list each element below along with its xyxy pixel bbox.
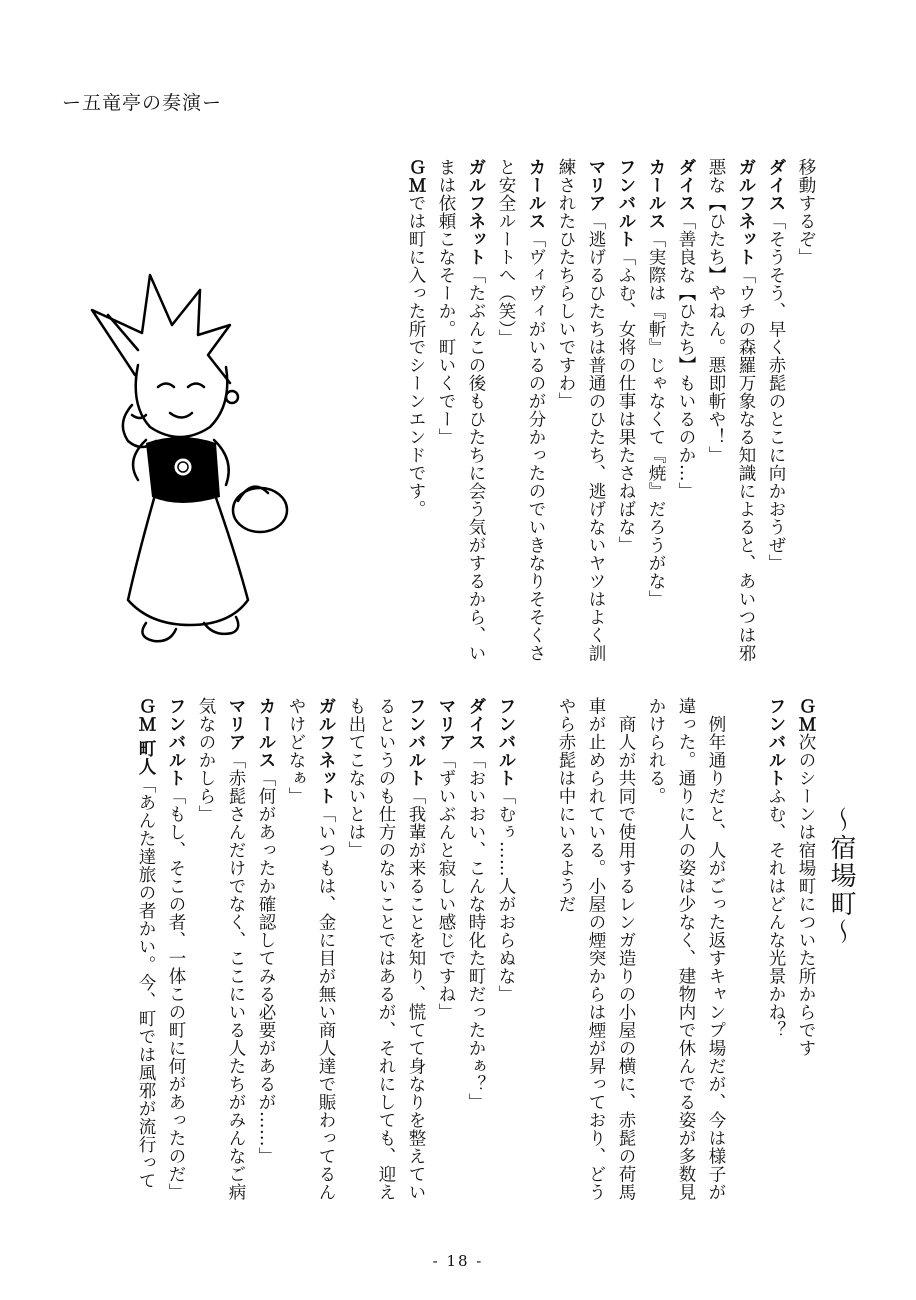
line-text: も出てこないとは」 xyxy=(346,697,366,859)
speaker-name: マリア xyxy=(436,697,456,751)
text-line xyxy=(311,697,341,1217)
line-text: やけどなぁ」 xyxy=(286,697,306,805)
line-text: 「何があったか確認してみる必要があるが……」 xyxy=(256,769,276,1165)
line-text: 「もし、そこの者、一体この町に何があったのだ」 xyxy=(166,787,186,1201)
top-dialogue-block xyxy=(406,158,821,663)
line-text: 「逃げるひたちは普通のひたち、逃げないヤツはよく訓 xyxy=(586,212,606,662)
text-line xyxy=(401,158,431,663)
text-line xyxy=(761,158,791,663)
line-text: 気なのかしら」 xyxy=(196,697,216,823)
text-line xyxy=(221,697,251,1217)
chapter-title: ー五竜亭の奏演ー xyxy=(62,92,223,114)
line-text xyxy=(736,697,756,715)
text-line xyxy=(641,158,671,663)
speaker-name: カールス xyxy=(646,158,666,230)
line-text: やら赤髭は中にいるようだ xyxy=(556,697,576,913)
bottom-dialogue-block xyxy=(76,697,821,1217)
speaker-name: ガルフネット xyxy=(466,158,486,266)
line-text: 「ずいぶんと寂しい感じですね」 xyxy=(436,751,456,1021)
character-illustration xyxy=(80,255,300,650)
text-line xyxy=(521,158,551,663)
text-line xyxy=(551,697,581,1217)
line-text: かけられる。 xyxy=(646,697,666,805)
text-line xyxy=(671,158,701,663)
speaker-name: ダイス xyxy=(676,158,696,212)
line-text: 練されたひたちらしいですわ」 xyxy=(556,158,576,410)
text-line xyxy=(611,697,641,1217)
line-text: ふむ、それはどんな光景かね？ xyxy=(766,787,786,1039)
line-text: 移動するぞ」 xyxy=(796,158,816,266)
text-line xyxy=(701,158,731,663)
text-line xyxy=(731,158,761,663)
line-text: 例年通りだと、人がごった返すキャンプ場だが、今は様子が xyxy=(706,697,726,1201)
text-line xyxy=(251,697,281,1217)
text-line xyxy=(701,697,731,1217)
text-line xyxy=(191,697,221,1217)
line-text: 次のシーンは宿場町についた所からです xyxy=(796,733,816,1057)
line-text: 「おいおい、こんな時化た町だったかぁ？」 xyxy=(466,751,486,1111)
text-line xyxy=(371,697,401,1217)
line-text: 「善良な【ひたち】もいるのか…」 xyxy=(676,212,696,500)
speaker-name: ガルフネット xyxy=(736,158,756,266)
text-line xyxy=(581,158,611,663)
speaker-name: ダイス xyxy=(766,158,786,212)
speaker-name: ダイス xyxy=(466,697,486,751)
text-line xyxy=(491,158,521,663)
line-text: 悪な【ひたち】やねん。悪即斬や！」 xyxy=(706,158,726,464)
speaker-name: フンバルト xyxy=(616,158,636,248)
section-title: ～宿場町～ xyxy=(826,806,856,946)
text-line xyxy=(431,697,461,1217)
text-line xyxy=(491,697,521,1217)
speaker-name: マリア xyxy=(226,697,246,751)
text-line xyxy=(671,697,701,1217)
line-text: まは依頼こなそーか。町いくでー」 xyxy=(436,158,456,446)
speaker-name: ＧＭ 町人 xyxy=(136,697,156,776)
line-text: 違った。通りに人の姿は少なく、建物内で休んでる姿が多数見 xyxy=(676,697,696,1201)
text-line xyxy=(281,697,311,1217)
line-text xyxy=(526,697,546,715)
text-line xyxy=(641,697,671,1217)
line-text: 車が止められている。小屋の煙突からは煙が昇っており、どう xyxy=(586,697,606,1201)
line-text: 「ふむ、女将の仕事は果たさねばな」 xyxy=(616,248,636,554)
text-line xyxy=(551,158,581,663)
text-line xyxy=(461,697,491,1217)
text-line xyxy=(401,697,431,1217)
text-line xyxy=(761,697,791,1217)
speaker-name: ガルフネット xyxy=(316,697,336,805)
line-text: 「いつもは、金に目が無い商人達で賑わってるん xyxy=(316,805,336,1201)
speaker-name: フンバルト xyxy=(406,697,426,787)
speaker-name: ＧＭ xyxy=(406,158,426,194)
line-text: るというのも仕方のないことではあるが、それにしても、迎え xyxy=(376,697,396,1201)
text-line xyxy=(161,697,191,1217)
line-text: 「たぶんこの後もひたちに会う気がするから、い xyxy=(466,266,486,662)
text-line xyxy=(431,158,461,663)
line-text: 商人が共同で使用するレンガ造りの小屋の横に、赤髭の荷馬 xyxy=(616,697,636,1201)
line-text: と安全ルートへ（笑）」 xyxy=(496,158,516,348)
speaker-name: カールス xyxy=(256,697,276,769)
line-text: 「我輩が来ることを知り、慌てて身なりを整えてい xyxy=(406,787,426,1201)
text-line xyxy=(611,158,641,663)
text-line xyxy=(791,697,821,1217)
speaker-name: フンバルト xyxy=(166,697,186,787)
speaker-name: フンバルト xyxy=(496,697,516,787)
text-line xyxy=(461,158,491,663)
line-text: 「赤髭さんだけでなく、ここにいる人たちがみんなご病 xyxy=(226,751,246,1201)
line-text: 「ヴィヴィがいるのが分かったのでいきなりそそくさ xyxy=(526,230,546,662)
line-text: 「むぅ……人がおらぬな」 xyxy=(496,787,516,1003)
line-text: 「そうそう、早く赤髭のとこに向かおうぜ」 xyxy=(766,212,786,572)
text-line xyxy=(521,697,551,1217)
speaker-name: フンバルト xyxy=(766,697,786,787)
text-line xyxy=(131,697,161,1217)
line-text: 「あんた達旅の者かい。今、町では風邪が流行って xyxy=(136,775,156,1190)
text-line xyxy=(341,697,371,1217)
page-number: - 18 - xyxy=(432,1252,484,1270)
speaker-name: マリア xyxy=(586,158,606,212)
text-line xyxy=(791,158,821,663)
speaker-name: ＧＭ xyxy=(796,697,816,733)
text-line xyxy=(581,697,611,1217)
line-text: 「実際は『斬』じゃなくて『焼』だろうがな」 xyxy=(646,230,666,608)
line-text: では町に入った所でシーンエンドです。 xyxy=(406,194,426,518)
line-text: 「ウチの森羅万象なる知識によると、あいつは邪 xyxy=(736,266,756,662)
text-line xyxy=(731,697,761,1217)
speaker-name: カールス xyxy=(526,158,546,230)
